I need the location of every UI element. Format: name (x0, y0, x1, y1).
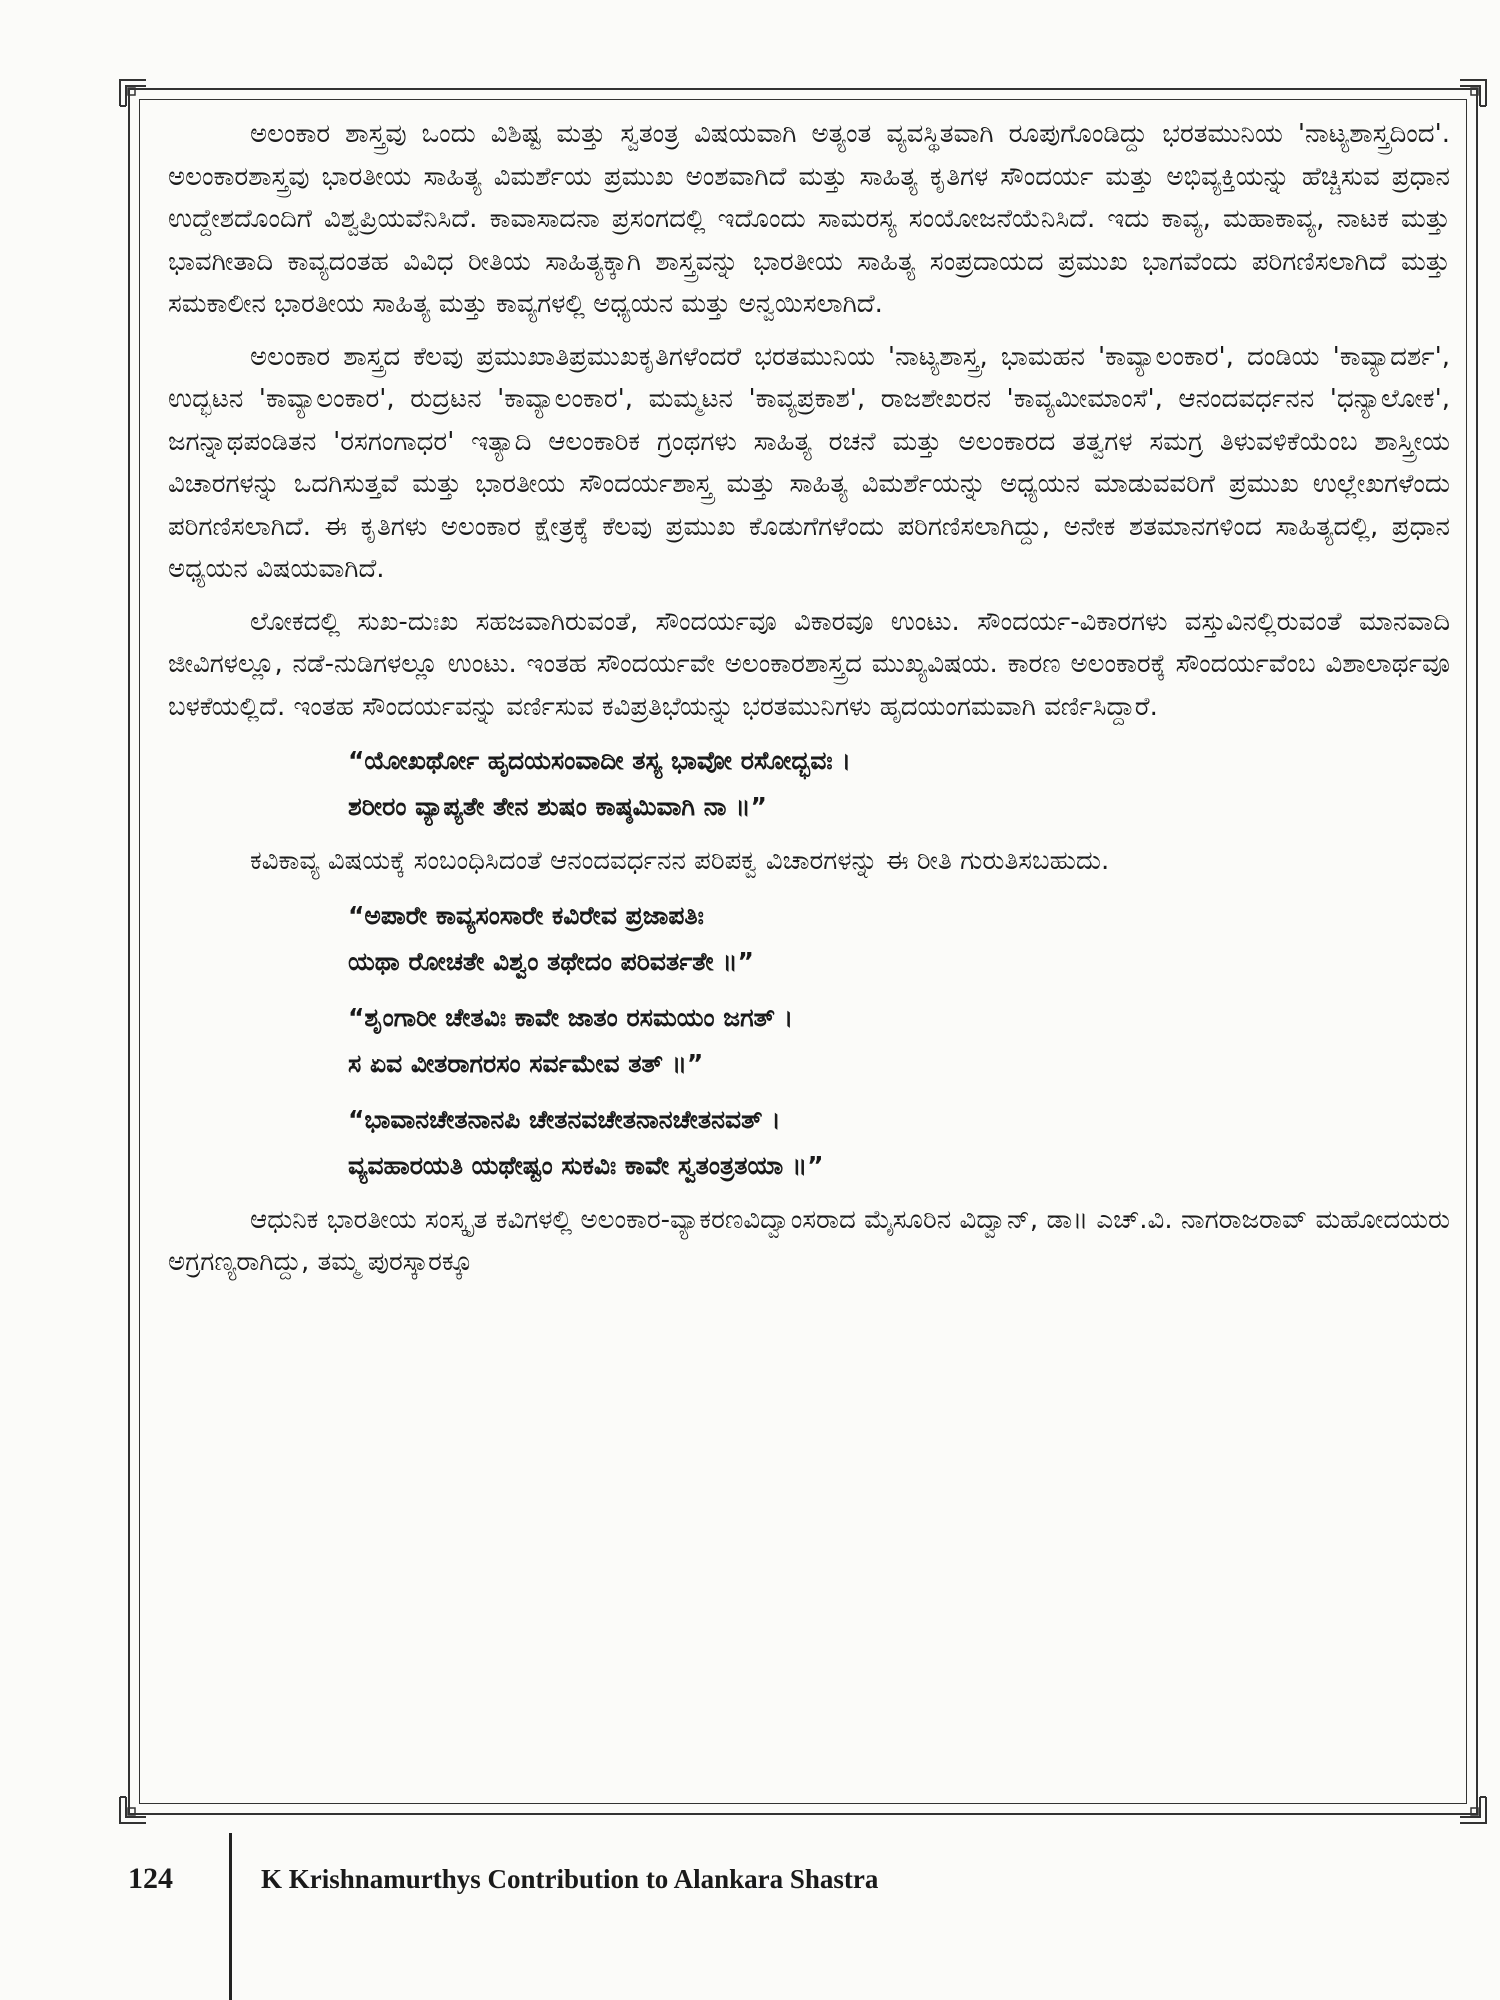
verse-line: ಯಥಾ ರೋಚತೇ ವಿಶ್ವಂ ತಥೇದಂ ಪರಿವರ್ತತೇ ॥” (348, 946, 754, 976)
corner-ornament-icon (116, 1793, 150, 1827)
verse-line: ಸ ಏವ ವೀತರಾಗರಸಂ ಸರ್ವಮೇವ ತತ್ ॥” (348, 1048, 704, 1078)
corner-ornament-icon (1456, 76, 1490, 110)
paragraph: ಲೋಕದಲ್ಲಿ ಸುಖ-ದುಃಖ ಸಹಜವಾಗಿರುವಂತೆ, ಸೌಂದರ್ಯವೂ ವಿಕಾರವೂ ಉಂಟು. ಸೌಂದರ್ಯ-ವಿಕಾರಗಳು ವಸ್ತುವಿನಲ್ಲಿರುವಂತೆ ಮಾನವಾದಿ ಜೀವಿಗಳಲ್ಲೂ, ನಡೆ-ನುಡಿಗಳಲ್ಲೂ ಉಂಟು. ಇಂತಹ ಸೌಂದರ್ಯವೇ ಅಲಂಕಾರಶಾಸ್ತ್ರದ ಮುಖ್ಯವಿಷಯ. ಕಾರಣ ಅಲಂಕಾರಕ್ಕೆ ಸೌಂದರ್ಯವೆಂಬ ವಿಶಾಲಾರ್ಥವೂ ಬಳಕೆಯಲ್ಲಿದೆ. ಇಂತಹ ಸೌಂದರ್ಯವನ್ನು ವರ್ಣಿಸುವ ಕವಿಪ್ರತಿಭೆಯನ್ನು ಭರತಮುನಿಗಳು ಹೃದಯಂಗಮವಾಗಿ ವರ್ಣಿಸಿದ್ದಾರೆ. (168, 606, 1450, 722)
paragraph: ಆಧುನಿಕ ಭಾರತೀಯ ಸಂಸ್ಕೃತ ಕವಿಗಳಲ್ಲಿ ಅಲಂಕಾರ-ವ್ಯಾಕರಣವಿದ್ವಾಂಸರಾದ ಮೈಸೂರಿನ ವಿದ್ವಾನ್, ಡಾ॥ ಎಚ್.ವಿ. ನಾಗರಾಜರಾವ್ ಮಹೋದಯರು ಅಗ್ರಗಣ್ಯರಾಗಿದ್ದು, ತಮ್ಮ ಪುರಸ್ಕಾರಕ್ಕೂ (168, 1204, 1450, 1277)
verse-line: ಶರೀರಂ ವ್ಯಾಪ್ಯತೇ ತೇನ ಶುಷಂ ಕಾಷ್ಠಮಿವಾಗಿ ನಾ ॥” (348, 792, 767, 821)
verse-line: “ಶೃಂಗಾರೀ ಚೇತವಿಃ ಕಾವೇ ಜಾತಂ ರಸಮಯಂ ಜಗತ್ । (348, 1002, 794, 1032)
verse-line: “ಯೋಖರ್ಥೋ ಹೃದಯಸಂವಾದೀ ತಸ್ಯ ಭಾವೋ ರಸೋದ್ಭವಃ । (348, 746, 851, 775)
corner-ornament-icon (1456, 1793, 1490, 1827)
corner-ornament-icon (116, 76, 150, 110)
verse-block (348, 738, 1450, 830)
running-footer-title: K Krishnamurthys Contribution to Alankara Shastra (261, 1864, 879, 1894)
verse-line: “ಅಪಾರೇ ಕಾವ್ಯಸಂಸಾರೇ ಕವಿರೇವ ಪ್ರಜಾಪತಿಃ (348, 900, 704, 930)
page-body (168, 113, 1450, 1294)
paragraph: ಕವಿಕಾವ್ಯ ವಿಷಯಕ್ಕೆ ಸಂಬಂಧಿಸಿದಂತೆ ಆನಂದವರ್ಧನನ ಪರಿಪಕ್ವ ವಿಚಾರಗಳನ್ನು ಈ ರೀತಿ ಗುರುತಿಸಬಹುದು. (250, 846, 1110, 876)
verse-block (348, 1097, 1450, 1189)
verse-line: “ಭಾವಾನಚೇತನಾನಪಿ ಚೇತನವಚೇತನಾನಚೇತನವತ್ । (348, 1104, 781, 1134)
verse-line: ವ್ಯವಹಾರಯತಿ ಯಥೇಷ್ಟಂ ಸುಕವಿಃ ಕಾವೇ ಸ್ವತಂತ್ರತಯಾ ॥” (348, 1150, 824, 1180)
verse-block (348, 995, 1450, 1087)
page-number: 124 (128, 1862, 173, 1895)
paragraph: ಅಲಂಕಾರ ಶಾಸ್ತ್ರವು ಒಂದು ವಿಶಿಷ್ಟ ಮತ್ತು ಸ್ವತಂತ್ರ ವಿಷಯವಾಗಿ ಅತ್ಯಂತ ವ್ಯವಸ್ಥಿತವಾಗಿ ರೂಪುಗೊಂಡಿದ್ದು ಭರತಮುನಿಯ 'ನಾಟ್ಯಶಾಸ್ತ್ರದಿಂದ'. ಅಲಂಕಾರಶಾಸ್ತ್ರವು ಭಾರತೀಯ ಸಾಹಿತ್ಯ ವಿಮರ್ಶೆಯ ಪ್ರಮುಖ ಅಂಶವಾಗಿದೆ ಮತ್ತು ಸಾಹಿತ್ಯ ಕೃತಿಗಳ ಸೌಂದರ್ಯ ಮತ್ತು ಅಭಿವ್ಯಕ್ತಿಯನ್ನು ಹೆಚ್ಚಿಸುವ ಪ್ರಧಾನ ಉದ್ದೇಶದೊಂದಿಗೆ ವಿಶ್ವಪ್ರಿಯವೆನಿಸಿದೆ. ಕಾವಾಸಾದನಾ ಪ್ರಸಂಗದಲ್ಲಿ ಇದೊಂದು ಸಾಮರಸ್ಯ ಸಂಯೋಜನೆಯೆನಿಸಿದೆ. ಇದು ಕಾವ್ಯ, ಮಹಾಕಾವ್ಯ, ನಾಟಕ ಮತ್ತು ಭಾವಗೀತಾದಿ ಕಾವ್ಯದಂತಹ ವಿವಿಧ ರೀತಿಯ ಸಾಹಿತ್ಯಕ್ಕಾಗಿ ಶಾಸ್ತ್ರವನ್ನು ಭಾರತೀಯ ಸಾಹಿತ್ಯ ಸಂಪ್ರದಾಯದ ಪ್ರಮುಖ ಭಾಗವೆಂದು ಪರಿಗಣಿಸಲಾಗಿದೆ ಮತ್ತು ಸಮಕಾಲೀನ ಭಾರತೀಯ ಸಾಹಿತ್ಯ ಮತ್ತು ಕಾವ್ಯಗಳಲ್ಲಿ ಅಧ್ಯಯನ ಮತ್ತು ಅನ್ವಯಿಸಲಾಗಿದೆ. (168, 119, 1450, 319)
verse-block (348, 893, 1450, 985)
footer-divider (229, 1833, 232, 2000)
paragraph: ಅಲಂಕಾರ ಶಾಸ್ತ್ರದ ಕೆಲವು ಪ್ರಮುಖಾತಿಪ್ರಮುಖಕೃತಿಗಳೆಂದರೆ ಭರತಮುನಿಯ 'ನಾಟ್ಯಶಾಸ್ತ್ರ, ಭಾಮಹನ 'ಕಾವ್ಯಾಲಂಕಾರ', ದಂಡಿಯ 'ಕಾವ್ಯಾದರ್ಶ', ಉದ್ಭಟನ 'ಕಾವ್ಯಾಲಂಕಾರ', ರುದ್ರಟನ 'ಕಾವ್ಯಾಲಂಕಾರ', ಮಮ್ಮಟನ 'ಕಾವ್ಯಪ್ರಕಾಶ', ರಾಜಶೇಖರನ 'ಕಾವ್ಯಮೀಮಾಂಸೆ', ಆನಂದವರ್ಧನನ 'ಧನ್ಯಾಲೋಕ', ಜಗನ್ನಾಥಪಂಡಿತನ 'ರಸಗಂಗಾಧರ' ಇತ್ಯಾದಿ ಆಲಂಕಾರಿಕ ಗ್ರಂಥಗಳು ಸಾಹಿತ್ಯ ರಚನೆ ಮತ್ತು ಅಲಂಕಾರದ ತತ್ವಗಳ ಸಮಗ್ರ ತಿಳುವಳಿಕೆಯೆಂಬ ಶಾಸ್ತ್ರೀಯ ವಿಚಾರಗಳನ್ನು ಒದಗಿಸುತ್ತವೆ ಮತ್ತು ಭಾರತೀಯ ಸೌಂದರ್ಯಶಾಸ್ತ್ರ ಮತ್ತು ಸಾಹಿತ್ಯ ವಿಮರ್ಶೆಯನ್ನು ಅಧ್ಯಯನ ಮಾಡುವವರಿಗೆ ಪ್ರಮುಖ ಉಲ್ಲೇಖಗಳೆಂದು ಪರಿಗಣಿಸಲಾಗಿದೆ. ಈ ಕೃತಿಗಳು ಅಲಂಕಾರ ಕ್ಷೇತ್ರಕ್ಕೆ ಕೆಲವು ಪ್ರಮುಖ ಕೊಡುಗೆಗಳೆಂದು ಪರಿಗಣಿಸಲಾಗಿದ್ದು, ಅನೇಕ ಶತಮಾನಗಳಿಂದ ಸಾಹಿತ್ಯದಲ್ಲಿ, ಪ್ರಧಾನ ಅಧ್ಯಯನ ವಿಷಯವಾಗಿದೆ. (168, 341, 1450, 584)
